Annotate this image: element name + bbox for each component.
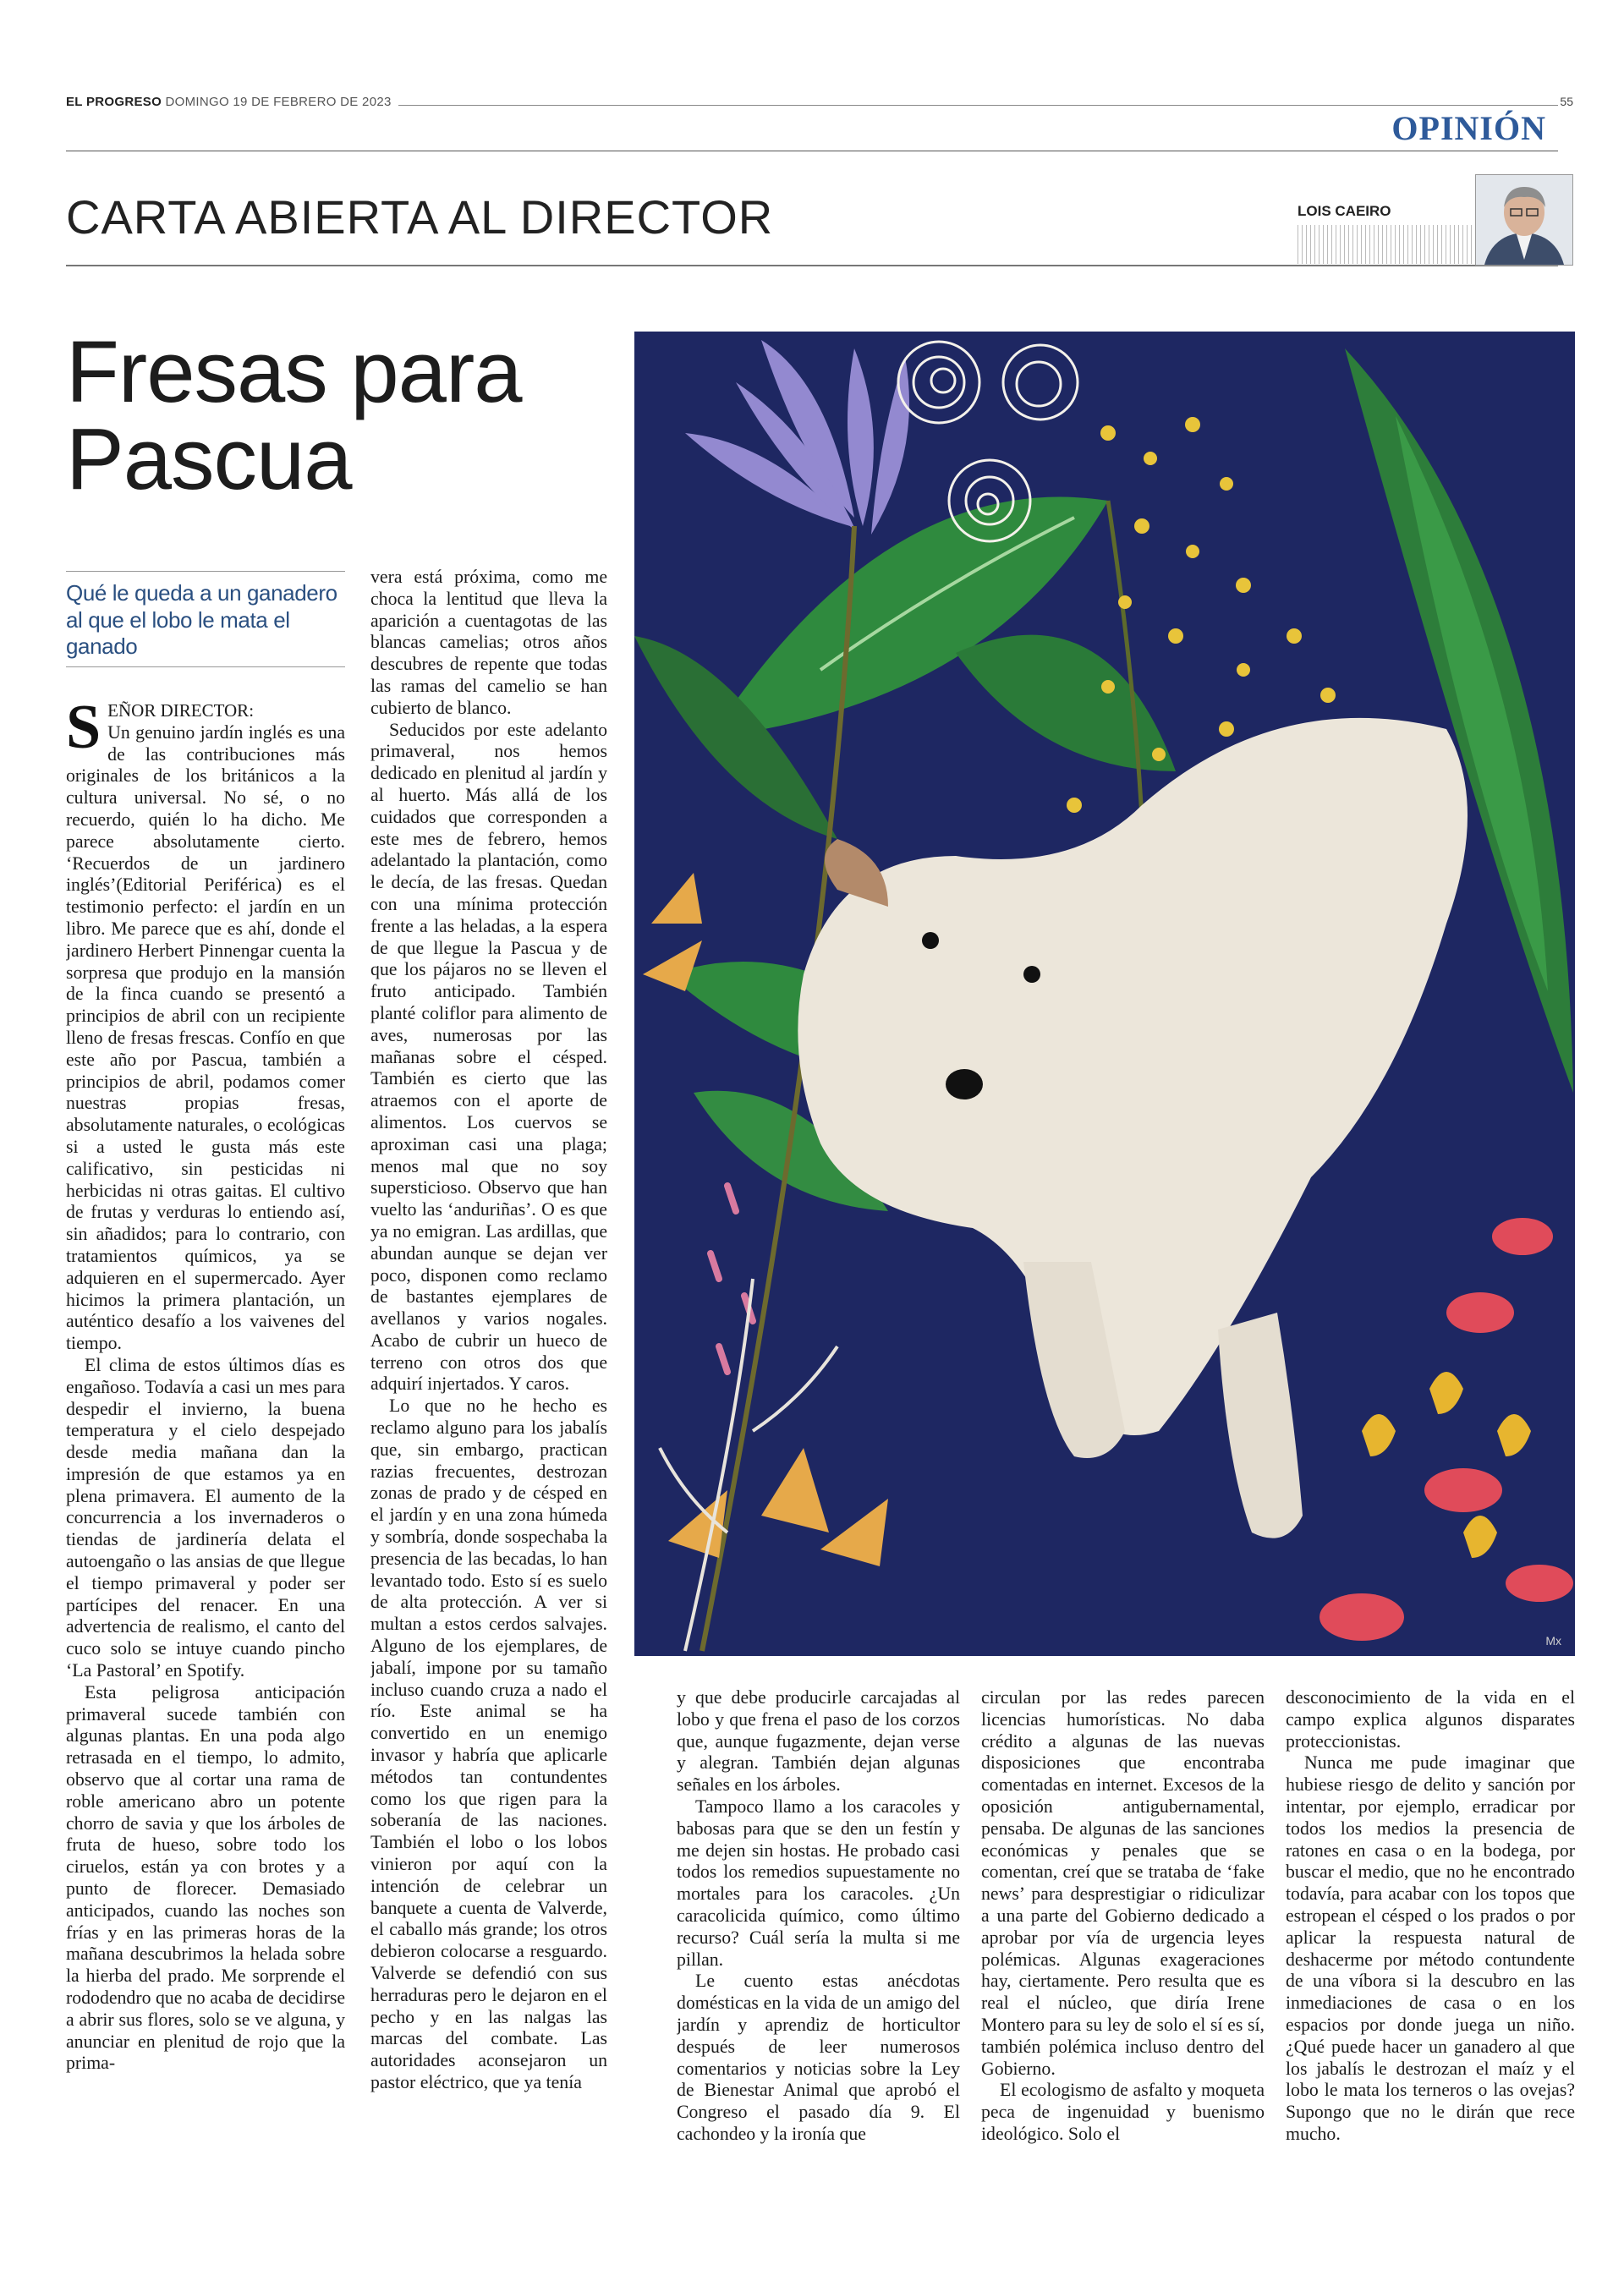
paragraph: Le cuento estas anécdotas domésticas en la vida de un amigo del jardín y aprendiz de horticultor después de leer numerosos comentarios y noticias sobre la Ley de Bienestar Animal que aprobó el Congreso el pasado día 9. El cachondeo y la ironía que bbox=[677, 1971, 960, 2144]
article-headline: Fresas para Pascua bbox=[66, 323, 522, 507]
page-number: 55 bbox=[1560, 95, 1573, 108]
paragraph: Lo que no he hecho es reclamo alguno para los jabalís que, sin embargo, practican razias frecuentes, destrozan zonas de prado y de césped en el jardín y en una zona húmeda y sombría, donde sospechaba la presencia de las becadas, lo han levantado todo. Esto sí es suelo de alta protección. A ver si multan a estos cerdos salvajes. Alguno de los ejemplares, de jabalí, impone por su tamaño incluso cuando cruza a nado el río. Este animal se ha convertido en un enemigo invasor y habría que aplicarle métodos tan contundentes como los que rigen para la soberanía de las naciones. También el lobo o los lobos vinieron por aquí con la intención de celebrar un banquete a cuenta de Valverde, el caballo más grande; los otros debieron colocarse a resguardo. Valverde se defendió con sus herraduras pero le dejaron en el pecho y en las nalgas las marcas del combate. Las autoridades aconsejaron un pastor eléctrico, que ya tenía bbox=[370, 1395, 607, 2092]
paragraph: Un genuino jardín inglés es una de las contribuciones más originales de los británicos a la cultura universal. No sé, o no recuerdo, quién lo ha dicho. Me parece absolutamente cierto. ‘Recuerdos de un jardinero inglés’(Editorial Periférica) es el testimonio perfecto: el jardín en un libro. Me parece que es ahí, donde el jardinero Herbert Pinnengar cuenta la sorpresa que produjo en la mansión de la finca cuando se presentó a principios de abril con un recipiente lleno de fresas frescas. Confío en que este año por Pascua, también a principios de abril, podamos comer nuestras propias fresas, absolutamente naturales, o ecológicas si a usted le gusta más este calificativo, sin pesticidas ni herbicidas ni otras gaitas. El cultivo de frutas y verduras lo entiendo así, sin añadidos; para lo contrario, con tratamientos químicos, ya se adquieren en el supermercado. Ayer hicimos la primera plantación, un auténtico desafío a los vaivenes del tiempo. bbox=[66, 721, 345, 1354]
subtitle-rule-bottom bbox=[66, 666, 345, 667]
article-column-3 bbox=[677, 1687, 960, 2202]
paragraph: Seducidos por este adelanto primaveral, nos hemos dedicado en plenitud al jardín y al huerto. Más allá de los cuidados que corresponden a este mes de febrero, hemos adelantado la plantación, como le decía, de las fresas. Quedan con una mínima protección frente a las heladas, a la espera de que llegue la Pascua y de que los pájaros no se lleven el fruto anticipado. También planté coliflor para alimento de aves, numerosas por las mañanas sobre el césped. También es cierto que las atraemos con el aporte de alimentos. Los cuervos se aproximan casi una plaga; menos mal que no soy supersticioso. Observo que han vuelto las ‘anduriñas’. O es que ya no emigran. Las ardillas, que abundan aunque se dejan ver poco, disponen como reclamo de bastantes ejemplares de avellanos y varios nogales. Acabo de cubrir un hueco de terreno con otros dos que adquirí injertados. Y caros. bbox=[370, 719, 607, 1395]
illustration-signature: Mx bbox=[1545, 1634, 1561, 1648]
drop-cap: S bbox=[66, 700, 102, 762]
paragraph: El clima de estos últimos días es engañoso. Todavía a casi un mes para despedir el invierno, la buena temperatura y el cielo despejado desde media mañana dan la impresión de que estamos ya en plena primavera. El aumento de la concurrencia a los invernaderos o tiendas de jardinería delata el autoengaño o las ansias de que llegue el tiempo primaveral y poder ser partícipes del renacer. En una advertencia de realismo, el canto del cuco solo se intuye cuando pincho ‘La Pastoral’ en Spotify. bbox=[66, 1354, 345, 1681]
paragraph: circulan por las redes parecen licencias humorísticas. No daba crédito a algunas de las nuevas disposiciones que encontraba comentadas en internet. Excesos de la oposición antigubernamental, pensaba. De algunas de las sanciones económicas y penales que se comentan, creí que se trataba de ‘fake news’ para desprestigiar o ridiculizar a una parte del Gobierno dedicado a aprobar por vía de urgencia leyes polémicas. Algunas exageraciones hay, ciertamente. Pero resulta que es real el núcleo, que diría Irene Montero para su ley de solo el sí es sí, también polémica incluso dentro del Gobierno. bbox=[981, 1687, 1265, 2079]
article-column-2 bbox=[370, 567, 607, 2202]
kicker-rule bbox=[66, 265, 1558, 266]
section-title: OPINIÓN bbox=[1391, 109, 1546, 147]
article-column-5 bbox=[1286, 1687, 1575, 2202]
author-photo bbox=[1475, 174, 1573, 266]
paper-name: EL PROGRESO bbox=[66, 95, 162, 109]
salutation: EÑOR DIRECTOR: bbox=[107, 700, 255, 721]
subtitle-rule-top bbox=[66, 571, 345, 572]
column-kicker: CARTA ABIERTA AL DIRECTOR bbox=[66, 190, 774, 244]
issue-date: DOMINGO 19 DE FEBRERO DE 2023 bbox=[165, 95, 392, 109]
paragraph: El ecologismo de asfalto y moqueta peca de ingenuidad y buenismo ideológico. Solo el bbox=[981, 2080, 1265, 2144]
paragraph: Esta peligrosa anticipación primaveral sucede también con algunas plantas. En una poda algo retrasada en el tiempo, lo admito, observo que al cortar una rama de roble americano abro un potente chorro de savia y que los árboles de fruta de hueso, sobre todo los ciruelos, están ya con brotes y a punto de florecer. Demasiado anticipados, cuando las noches son frías y en las primeras horas de la mañana descubrimos la helada sobre la hierba del prado. Me sorprende el rododendro que no acaba de decidirse a abrir sus flores, solo se ve alguna, y anunciar en plenitud de rojo que la prima- bbox=[66, 1681, 345, 2074]
paragraph: desconocimiento de la vida en el campo explica algunos disparates proteccionistas. bbox=[1286, 1687, 1575, 1752]
paragraph: y que debe producirle carcajadas al lobo y que frena el paso de los corzos que, aunque fugazmente, dejan verse y alegran. También dejan algunas señales en los árboles. bbox=[677, 1687, 960, 1796]
masthead bbox=[66, 95, 398, 109]
article-column-4 bbox=[981, 1687, 1265, 2202]
paragraph: Nunca me pude imaginar que hubiese riesgo de delito y sanción por intentar, por ejemplo, erradicar por todos los medios la presencia de ratones en casa o en la bodega, por buscar el medio, que no he encontrado todavía, para acabar con los topos que estropean el césped o los prados o por aplicar la respuesta natural de deshacerme por método contundente de una víbora si la descubro en las inmediaciones de casa o en los espacios por donde juega un niño. ¿Qué puede hacer un ganadero al que los jabalís le destrozan el maíz y el lobo le mata los terneros o las ovejas? Supongo que no le dirán que rece mucho. bbox=[1286, 1752, 1575, 2144]
author-name: LOIS CAEIRO bbox=[1298, 203, 1391, 219]
paragraph: Tampoco llamo a los caracoles y babosas para que se den un festín y me dejen sin hostas. He probado casi todos los remedios supuestamente no mortales para los caracoles. ¿Un caracolicida químico, como último recurso? Cuál sería la multa si me pillan. bbox=[677, 1796, 960, 1970]
article-column-1 bbox=[66, 700, 345, 2202]
paragraph: vera está próxima, como me choca la lentitud que lleva la aparición a cuentagotas de las blancas camelias; otros años descubres de repente que todas las ramas del camelio se han cubierto de blanco. bbox=[370, 567, 607, 718]
article-illustration bbox=[634, 332, 1575, 1656]
article-subtitle: Qué le queda a un ganadero al que el lobo le mata el ganado bbox=[66, 580, 337, 660]
